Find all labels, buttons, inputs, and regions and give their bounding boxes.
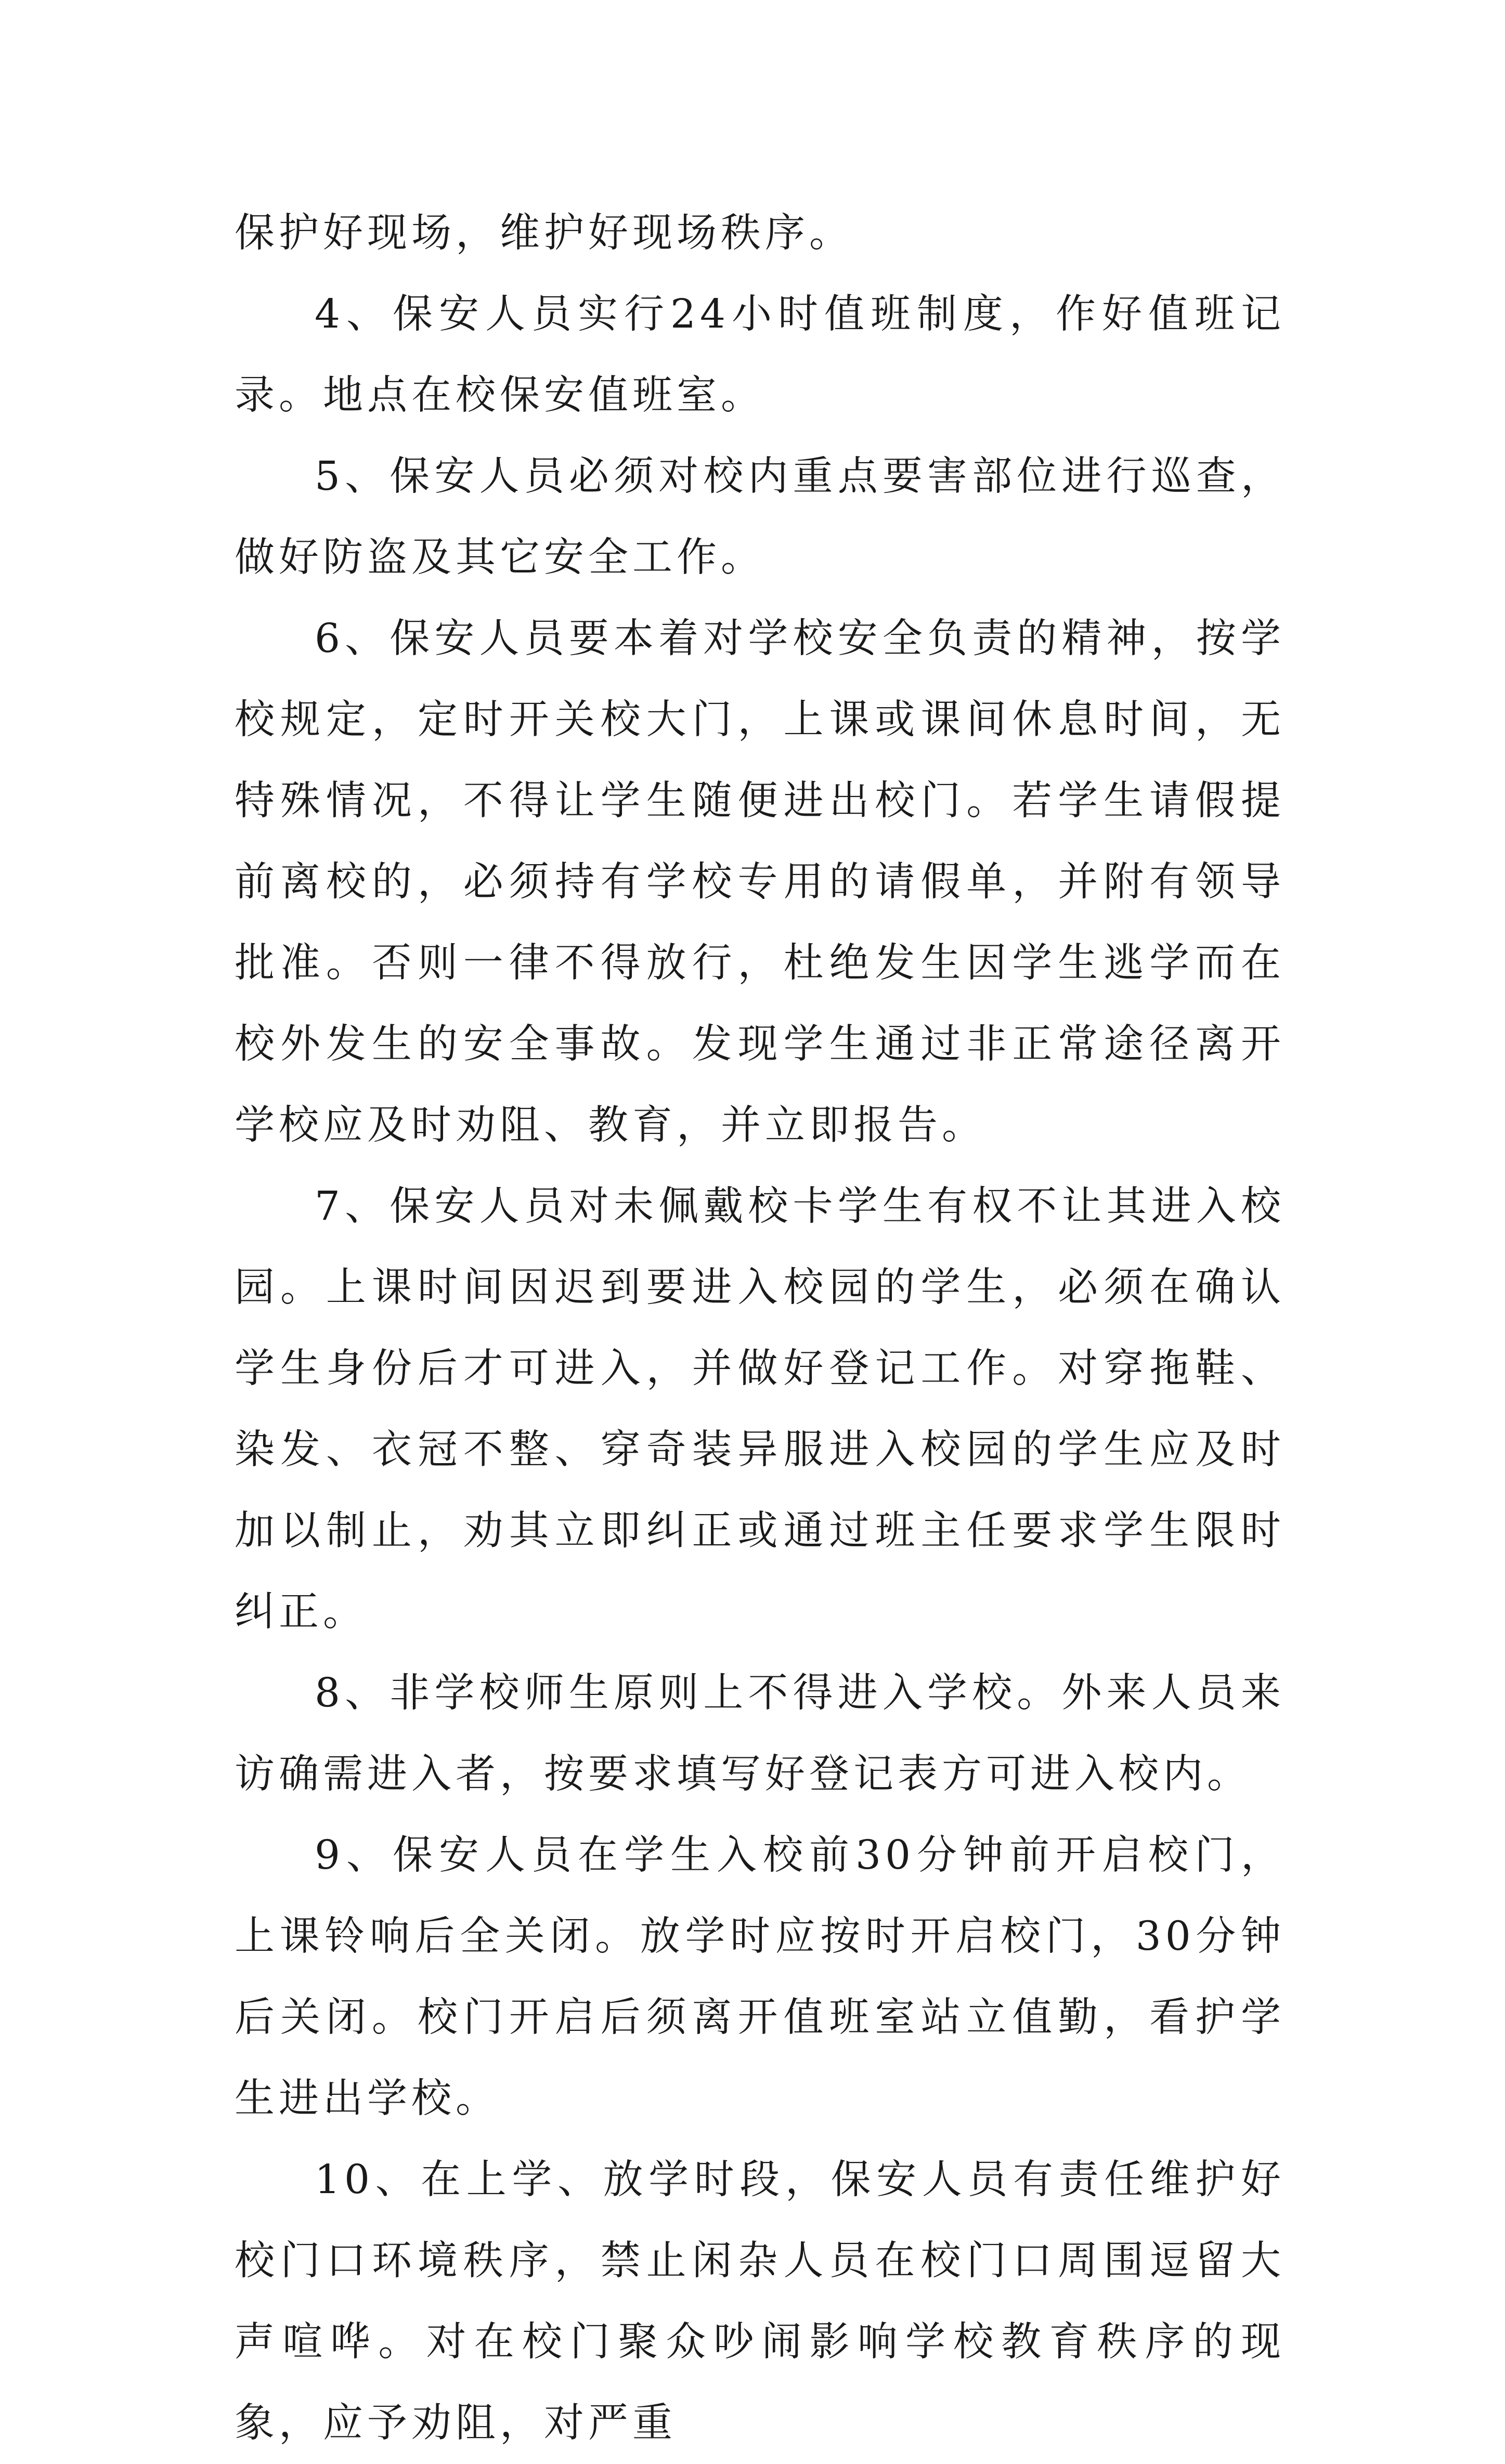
- paragraph-3: 5、保安人员必须对校内重点要害部位进行巡查，做好防盗及其它安全工作。: [235, 453, 1285, 581]
- paragraph-1: 保护好现场，维护好现场秩序。: [235, 210, 853, 256]
- paragraph-2: 4、保安人员实行24小时值班制度，作好值班记录。地点在校保安值班室。: [235, 291, 1285, 419]
- paragraph-6: 8、非学校师生原则上不得进入学校。外来人员来访确需进入者，按要求填写好登记表方可进入校内。: [235, 1670, 1285, 1797]
- paragraph-8: 10、在上学、放学时段，保安人员有责任维护好校门口环境秩序，禁止闲杂人员在校门口周围逗留大声喧哗。对在校门聚众吵闹影响学校教育秩序的现象，应予劝阻，对严重: [235, 2157, 1285, 2446]
- paragraph-7: 9、保安人员在学生入校前30分钟前开启校门，上课铃响后全关闭。放学时应按时开启校门，30分钟后关闭。校门开启后须离开值班室站立值勤，看护学生进出学校。: [235, 1832, 1285, 2122]
- paragraph-4: 6、保安人员要本着对学校安全负责的精神，按学校规定，定时开关校大门，上课或课间休息时间，无特殊情况，不得让学生随便进出校门。若学生请假提前离校的，必须持有学校专用的请假单，并附有领导批准。否则一律不得放行，杜绝发生因学生逃学而在校外发生的安全事故。发现学生通过非正常途径离开学校应及时劝阻、教育，并立即报告。: [235, 616, 1285, 1149]
- document-body: [235, 193, 1285, 2464]
- paragraph-5: 7、保安人员对未佩戴校卡学生有权不让其进入校园。上课时间因迟到要进入校园的学生，必须在确认学生身份后才可进入，并做好登记工作。对穿拖鞋、染发、衣冠不整、穿奇装异服进入校园的学生应及时加以制止，劝其立即纠正或通过班主任要求学生限时纠正。: [235, 1183, 1285, 1635]
